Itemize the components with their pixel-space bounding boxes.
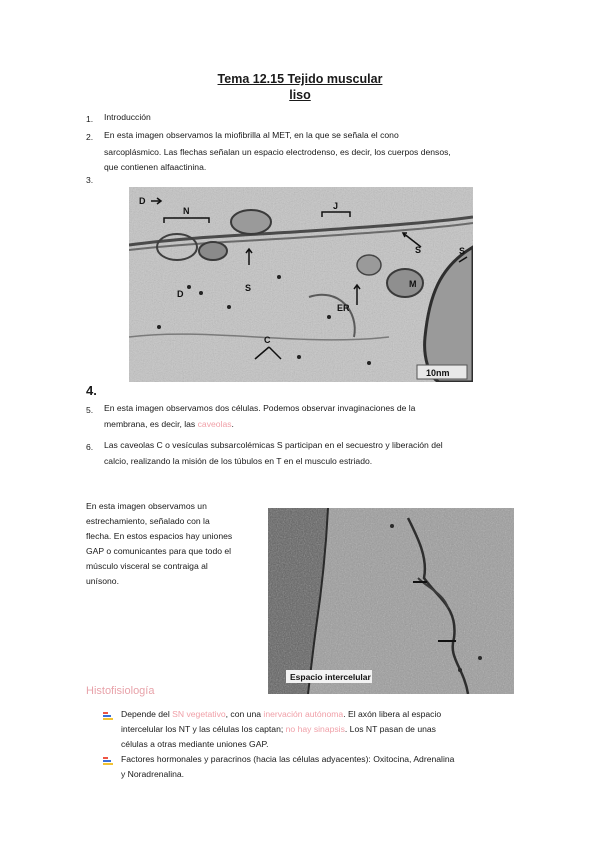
bullet-icon: [103, 712, 113, 721]
list-num-3: 3.: [86, 175, 94, 185]
section-heading-histofisiologia: Histofisiología: [86, 685, 155, 697]
list-num-2: 2.: [86, 132, 94, 142]
page-title: Tema 12.15 Tejido muscular: [217, 72, 383, 86]
list-text-5a: En esta imagen observamos dos células. Podemos observar invaginaciones de la: [104, 403, 416, 413]
list-text-1: Introducción: [104, 112, 151, 122]
histo-bullet-1-line1: Depende del SN vegetativo, con una inervación autónoma. El axón libera al espacio: [121, 709, 442, 719]
page-title-line2: liso: [289, 88, 311, 102]
label-c: C: [264, 335, 271, 345]
list-text-6a: Las caveolas C o vesículas subsarcolémicas S participan en el secuestro y liberación del: [104, 440, 443, 450]
gap-text-2: estrechamiento, señalado con la: [86, 516, 210, 526]
label-er: ER: [337, 303, 350, 313]
list-num-4: 4.: [86, 383, 97, 398]
gap-text-5: músculo visceral se contraiga al: [86, 561, 208, 571]
label-d1: D: [139, 196, 146, 206]
gap-text-4: GAP o comunicantes para que todo el: [86, 546, 232, 556]
list-text-5b: membrana, es decir, las caveolas.: [104, 419, 234, 429]
gap-text-1: En esta imagen observamos un: [86, 501, 207, 511]
gap-text-6: unísono.: [86, 576, 119, 586]
highlight-sn-vegetativo: SN vegetativo: [172, 709, 226, 719]
scale-bar-label: 10nm: [426, 368, 450, 378]
list-num-1: 1.: [86, 114, 94, 124]
label-s1: S: [415, 245, 422, 255]
gap-junction-micrograph: [268, 508, 514, 694]
highlight-no-hay-sinapsis: no hay sinapsis: [285, 724, 345, 734]
label-s3: S: [459, 246, 466, 256]
histo-bullet-2-line2: y Noradrenalina.: [121, 769, 185, 779]
label-d2: D: [177, 289, 184, 299]
label-s2: S: [245, 283, 252, 293]
bullet-icon: [103, 757, 113, 766]
histo-bullet-2-line1: Factores hormonales y paracrinos (hacia las células adyacentes): Oxitocina, Adrenalina: [121, 754, 455, 764]
list-text-2a: En esta imagen observamos la miofibrilla al MET, en la que se señala el cono: [104, 130, 399, 140]
label-m: M: [409, 279, 417, 289]
micrograph-caption: Espacio intercelular: [290, 672, 371, 682]
list-text-2c: que contienen alfaactinina.: [104, 162, 207, 172]
highlight-inervacion-autonoma: inervación autónoma: [263, 709, 344, 719]
highlight-caveolas: caveolas: [197, 419, 232, 429]
list-num-5: 5.: [86, 405, 94, 415]
gap-text-3: flecha. En estos espacios hay uniones: [86, 531, 233, 541]
list-text-6b: calcio, realizando la misión de los túbulos en T en el musculo estriado.: [104, 456, 373, 466]
list-num-6: 6.: [86, 442, 94, 452]
label-j: J: [333, 201, 339, 211]
label-n: N: [183, 206, 190, 216]
histo-bullet-1-line3: células a otras mediante uniones GAP.: [121, 739, 269, 749]
smooth-muscle-micrograph: [129, 187, 473, 382]
list-text-2b: sarcoplásmico. Las flechas señalan un espacio electrodenso, es decir, los cuerpos densos,: [104, 147, 451, 157]
histo-bullet-1-line2: intercelular los NT y las células los captan; no hay sinapsis. Los NT pasan de unas: [121, 724, 436, 734]
